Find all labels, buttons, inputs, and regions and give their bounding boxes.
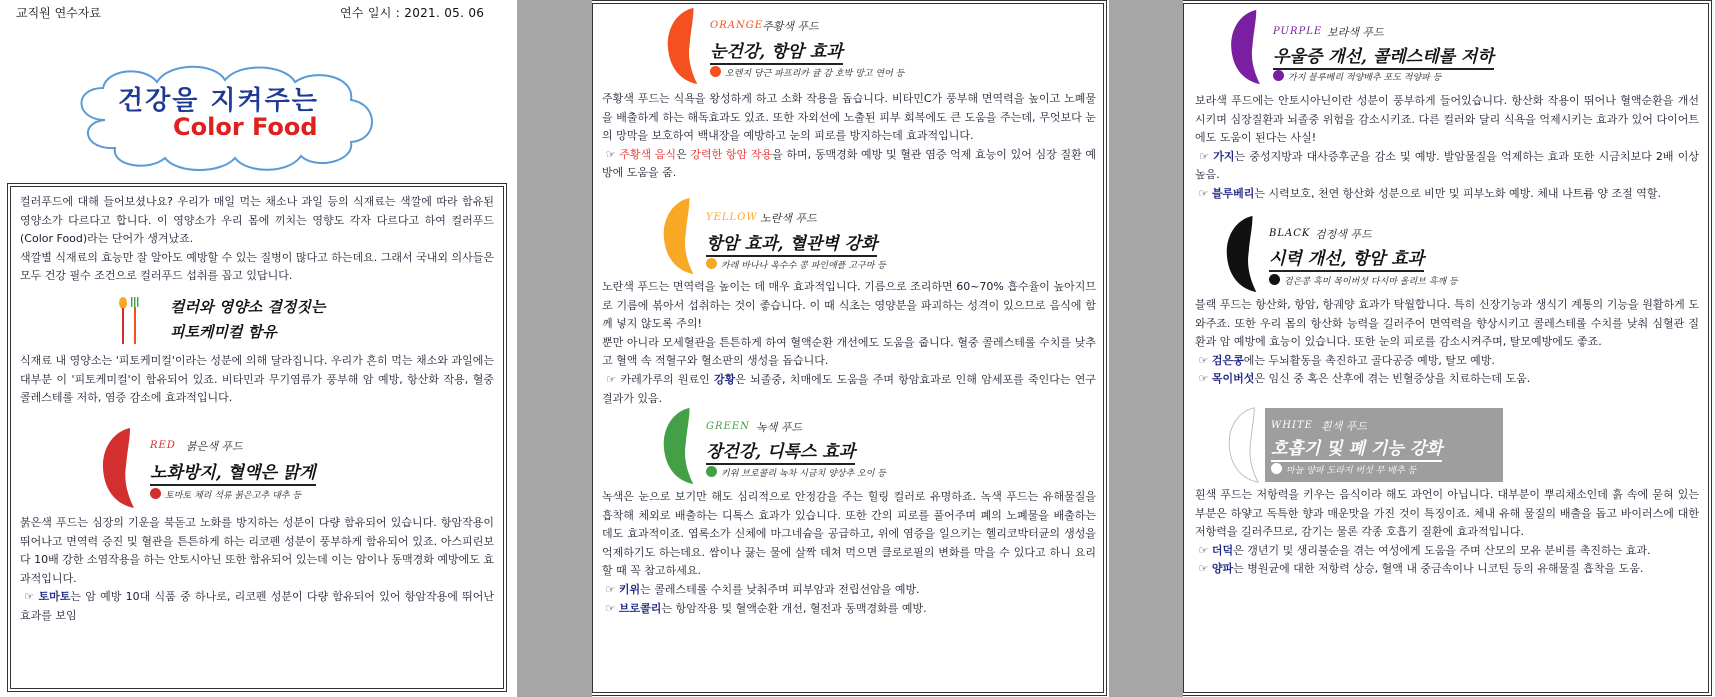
red-foods-text: 토마토 체리 석류 붉은고추 대추 등 [165,491,302,501]
green-brush-icon [660,406,700,486]
orange-tip-c: 강력한 항암 작용 [690,147,773,161]
title-line2: Color Food [173,113,318,141]
orange-tip-d: 을 하며, 동맥경화 예방 및 혈관 염증 억제 효능이 있어 심장 질환 예방에 도움을 줌. [602,147,1097,180]
yellow-tip-a: 카레가루의 원료인 [620,372,714,386]
purple-foods-text: 가지 블루베리 적양배추 포도 적양파 등 [1288,73,1442,83]
spoon-fork-icon [118,296,140,346]
green-tip2-text: 는 항암작용 및 혈액순환 개선, 혈전과 동맥경화를 예방. [661,601,927,615]
yellow-foods-text: 카레 바나나 옥수수 콩 파인애플 고구마 등 [721,261,886,271]
intro-text-bottom [20,352,494,408]
purple-tip-1 [1195,148,1699,185]
red-text [20,514,494,626]
yellow-tip-name: 강황 [714,372,736,386]
red-en-label: RED [150,440,176,451]
orange-ko-label: 주황색 푸드 [762,20,819,33]
hand-icon: ☞ [1198,353,1209,367]
black-ko-label: 검정색 푸드 [1315,228,1372,241]
green-paragraph: 녹색은 눈으로 보기만 해도 심리적으로 안정감을 주는 힐링 컬러로 유명하죠. 녹색 푸드는 유해물질을 흡착해 체외로 배출하는 디톡스 효과가 있습니다. 또한 간의 피로를 풀어주며 폐의 노폐물을 배출하는 데도 효과적이죠. 엽록소가 신체에 마그네슘을 공급하고, 위에 염증을 일으키는 헬리코박터균의 생성을 억제하기도 하는데요. 쌈이나 끓는 물에 살짝 데쳐 먹으면 클로로필의 변화를 막을 수 있다고 하니 요리할 때 꼭 참고하세요. [602,490,1096,578]
orange-text [602,90,1096,183]
hand-icon: ☞ [1198,372,1209,386]
purple-foods [1273,70,1441,83]
green-foods-text: 키위 브로콜리 녹차 시금치 양상추 오이 등 [721,469,886,479]
purple-ko-label: 보라색 푸드 [1327,26,1384,39]
red-tip-text: 는 암 예방 10대 식품 중 하나로, 리코펜 성분이 다량 함유되어 있어 항암작용에 뛰어난 효과를 보임 [20,590,495,622]
red-title: 노화방지, 혈액은 맑게 [150,458,316,486]
orange-tip-a: 주황색 음식 [619,147,677,161]
black-text [1195,296,1699,389]
orange-food-icon [710,66,721,77]
green-title: 장건강, 디톡스 효과 [706,437,855,465]
white-tip-1 [1195,542,1699,561]
white-ko-label: 흰색 푸드 [1321,420,1368,433]
black-tip-1 [1195,352,1699,371]
black-food-icon [1269,274,1280,285]
hand-icon: ☞ [606,372,617,386]
hand-icon: ☞ [24,590,35,604]
yellow-paragraph-1: 노란색 푸드는 면역력을 높이는 데 매우 효과적입니다. 기름으로 조리하면 60~70% 흡수율이 높아지므로 기름에 볶아서 섭취하는 것이 좋습니다. 이 때 식초는 영양분을 파괴하는 성격이 있으므로 음식에 함께 넣지 않도록 주의! [602,280,1096,331]
purple-paragraph: 보라색 푸드에는 안토시아닌이란 성분이 풍부하게 들어있습니다. 항산화 작용이 뛰어나 혈액순환을 개선시키며 심장질환과 뇌졸중 위험을 감소시키죠. 다른 컬러와 달리 식욕을 억제시키는 효과가 있어 다이어트에도 도움이 된다는 사실! [1195,94,1699,145]
green-tip2-name: 브로콜리 [618,601,662,615]
black-foods-text: 검은콩 흑미 목이버섯 다시마 올리브 흑깨 등 [1284,277,1458,287]
purple-text [1195,92,1699,204]
banner-line2: 피토케미컬 함유 [170,323,277,341]
orange-paragraph: 주황색 푸드는 식욕을 왕성하게 하고 소화 작용을 돕습니다. 비타민C가 풍부해 면역력을 높이고 노폐물을 배출하게 하는 해독효과도 있죠. 또한 자외선에 노출된 피부 회복에도 큰 도움을 주는데, 무엇보다 눈의 망막을 보호하여 백내장을 예방하고 눈의 피로를 방지하는데 효과적입니다. [602,92,1096,143]
orange-tip-b: 은 [676,147,691,161]
green-foods [706,466,886,479]
green-en-label: GREEN [706,421,750,432]
white-tip-2 [1195,560,1699,579]
document-page-1 [0,0,517,697]
red-ko-label: 붉은색 푸드 [186,440,243,453]
purple-tip1-text: 는 중성지방과 대사증후군을 감소 및 예방. 발암물질을 억제하는 효과 또한 시금치보다 2배 이상 높음. [1195,149,1699,182]
purple-tip2-name: 블루베리 [1211,186,1255,200]
hand-icon: ☞ [1198,562,1209,576]
document-page-2 [592,0,1109,697]
intro-text-top [20,193,494,286]
red-food-icon [150,488,161,499]
yellow-paragraph-2: 뿐만 아니라 모세혈관을 튼튼하게 하여 혈액순환 개선에도 도움을 줍니다. 혈중 콜레스테롤 수치를 낮추고 혈액 속 적혈구와 혈소판의 생성을 돕습니다. [602,335,1096,368]
title-line1: 건강을 지켜주는 [118,86,319,116]
green-food-icon [706,466,717,477]
header-left: 교직원 연수자료 [16,6,101,20]
intro-paragraph-2: 색깔별 식재료의 효능만 잘 알아도 예방할 수 있는 질병이 많다고 하는데요. 그래서 국내외 의사들은 모두 건강 필수 조건으로 컬러푸드 섭취를 꼽고 있답니다. [20,250,494,283]
document-page-3 [1183,0,1715,697]
white-foods-text: 마늘 양파 도라지 버섯 무 배추 등 [1286,466,1417,476]
white-tip2-text: 는 병원균에 대한 저항력 상승, 혈액 내 중금속이나 니코틴 등의 유해물질 흡착을 도움. [1233,562,1644,576]
purple-tip2-text: 는 시력보호, 천연 항산화 성분으로 비만 및 피부노화 예방. 체내 나트륨 양 조절 역할. [1254,186,1661,200]
green-ko-label: 녹색 푸드 [756,421,803,434]
purple-title: 우울증 개선, 콜레스테롤 저하 [1273,42,1494,70]
white-brush-icon [1225,406,1265,484]
white-food-icon [1271,463,1282,474]
yellow-food-icon [706,258,717,269]
yellow-text [602,278,1096,408]
hand-icon: ☞ [605,582,616,596]
black-tip1-name: 검은콩 [1211,353,1244,367]
header-right: 연수 일시 : 2021. 05. 06 [340,6,485,20]
black-tip1-text: 에는 두뇌활동을 촉진하고 골다공증 예방, 탈모 예방. [1243,353,1495,367]
black-tip-2 [1195,370,1699,389]
black-foods [1269,274,1458,287]
hand-icon: ☞ [605,601,616,615]
black-title: 시력 개선, 항암 효과 [1269,244,1424,272]
yellow-foods [706,258,886,271]
green-tip-1 [602,581,1096,600]
red-tip [20,588,494,625]
orange-title: 눈건강, 항암 효과 [710,37,843,65]
red-brush-icon [100,426,140,510]
green-tip1-name: 키위 [618,582,641,596]
orange-foods [710,66,904,79]
orange-brush-icon [664,6,704,86]
green-tip-2 [602,600,1096,619]
white-tip1-text: 은 갱년기 및 생리불순을 겪는 여성에게 도움을 주며 산모의 모유 분비를 촉진하는 효과. [1233,543,1651,557]
hand-icon: ☞ [1198,543,1209,557]
yellow-title: 항암 효과, 혈관벽 강화 [706,229,877,257]
white-title: 호흡기 및 폐 기능 강화 [1271,434,1442,462]
yellow-tip [602,371,1096,408]
hand-icon: ☞ [605,147,616,161]
red-tip-name: 토마토 [38,590,71,604]
yellow-en-label: YELLOW [706,212,758,223]
orange-en-label: ORANGE [710,20,763,31]
white-tip1-name: 더덕 [1211,543,1234,557]
red-foods [150,488,301,501]
white-en-label: WHITE [1271,420,1313,431]
intro-paragraph-1: 컬러푸드에 대해 들어보셨나요? 우리가 매일 먹는 채소나 과일 등의 식재료는 색깔에 따라 함유된 영양소가 다르다고 합니다. 이 영양소가 우리 몸에 끼치는 영향도 각자 다르다고 하여 컬러푸드(Color Food)라는 단어가 생겨났죠. [20,195,494,246]
white-foods [1271,463,1416,476]
orange-foods-text: 오렌지 당근 파프리카 귤 감 호박 망고 연어 등 [725,69,905,79]
orange-tip [602,146,1096,183]
purple-brush-icon [1227,8,1267,86]
yellow-brush-icon [660,196,700,276]
white-text [1195,486,1699,579]
yellow-ko-label: 노란색 푸드 [760,212,817,225]
intro-paragraph-3: 식재료 내 영양소는 '피토케미컬'이라는 성분에 의해 달라집니다. 우리가 흔히 먹는 채소와 과일에는 대부분 이 '피토케미컬'이 함유되어 있죠. 비타민과 무기염류가 풍부해 암 예방, 항산화 작용, 혈중 콜레스테롤 저하, 염증 감소에 효과적입니다. [20,354,494,405]
green-text [602,488,1096,618]
hand-icon: ☞ [1199,149,1210,163]
banner-line1: 컬러와 영양소 결정짓는 [170,298,326,316]
red-paragraph: 붉은색 푸드는 심장의 기운을 북돋고 노화를 방지하는 성분이 다량 함유되어 있습니다. 항암작용이 뛰어나고 면역력 증진 및 혈관을 튼튼하게 하는 리코펜 성분이 풍부하게 함유되어 있죠. 아스피린보다 10배 강한 소염작용을 하는 안토시아닌 또한 함유되어 있는데 이는 암이나 동맥경화 예방에도 효과적입니다. [20,516,494,585]
white-paragraph: 흰색 푸드는 저항력을 키우는 음식이라 해도 과언이 아닙니다. 대부분이 뿌리채소인데 흙 속에 묻혀 있는 부분은 하얗고 독특한 향과 매운맛을 가진 것이 특징이죠. 체내 유해 물질의 배출을 돕고 바이러스에 대한 저항력을 길러주므로, 감기는 물론 각종 호흡기 질환에 효과적입니다. [1195,488,1699,539]
black-tip2-name: 목이버섯 [1211,372,1255,386]
black-paragraph: 블랙 푸드는 항산화, 항암, 항궤양 효과가 탁월합니다. 특히 신장기능과 생식기 계통의 기능을 원활하게 도와주죠. 또한 우리 몸의 항산화 능력을 길러주어 면역력을 향상시키고 콜레스테롤 수치를 낮춰 심혈관 질환과 암 예방에 효능이 있습니다. 또한 눈의 피로를 감소시켜주며, 탈모예방에도 좋죠. [1195,298,1699,349]
purple-food-icon [1273,70,1284,81]
purple-en-label: PURPLE [1273,26,1323,37]
white-tip2-name: 양파 [1211,562,1234,576]
hand-icon: ☞ [1198,186,1209,200]
green-tip1-text: 는 콜레스테롤 수치를 낮춰주며 피부암과 전립선암을 예방. [640,582,920,596]
purple-tip1-name: 가지 [1213,149,1235,163]
black-brush-icon [1223,214,1263,294]
yellow-tip-b: 은 뇌졸중, 치매에도 도움을 주며 항암효과로 인해 암세포를 죽인다는 연구결과가 있음. [602,372,1096,405]
black-en-label: BLACK [1269,228,1311,239]
purple-tip-2 [1195,185,1699,204]
black-tip2-text: 은 임신 중 혹은 산후에 겪는 빈혈증상을 치료하는데 도움. [1254,372,1531,386]
